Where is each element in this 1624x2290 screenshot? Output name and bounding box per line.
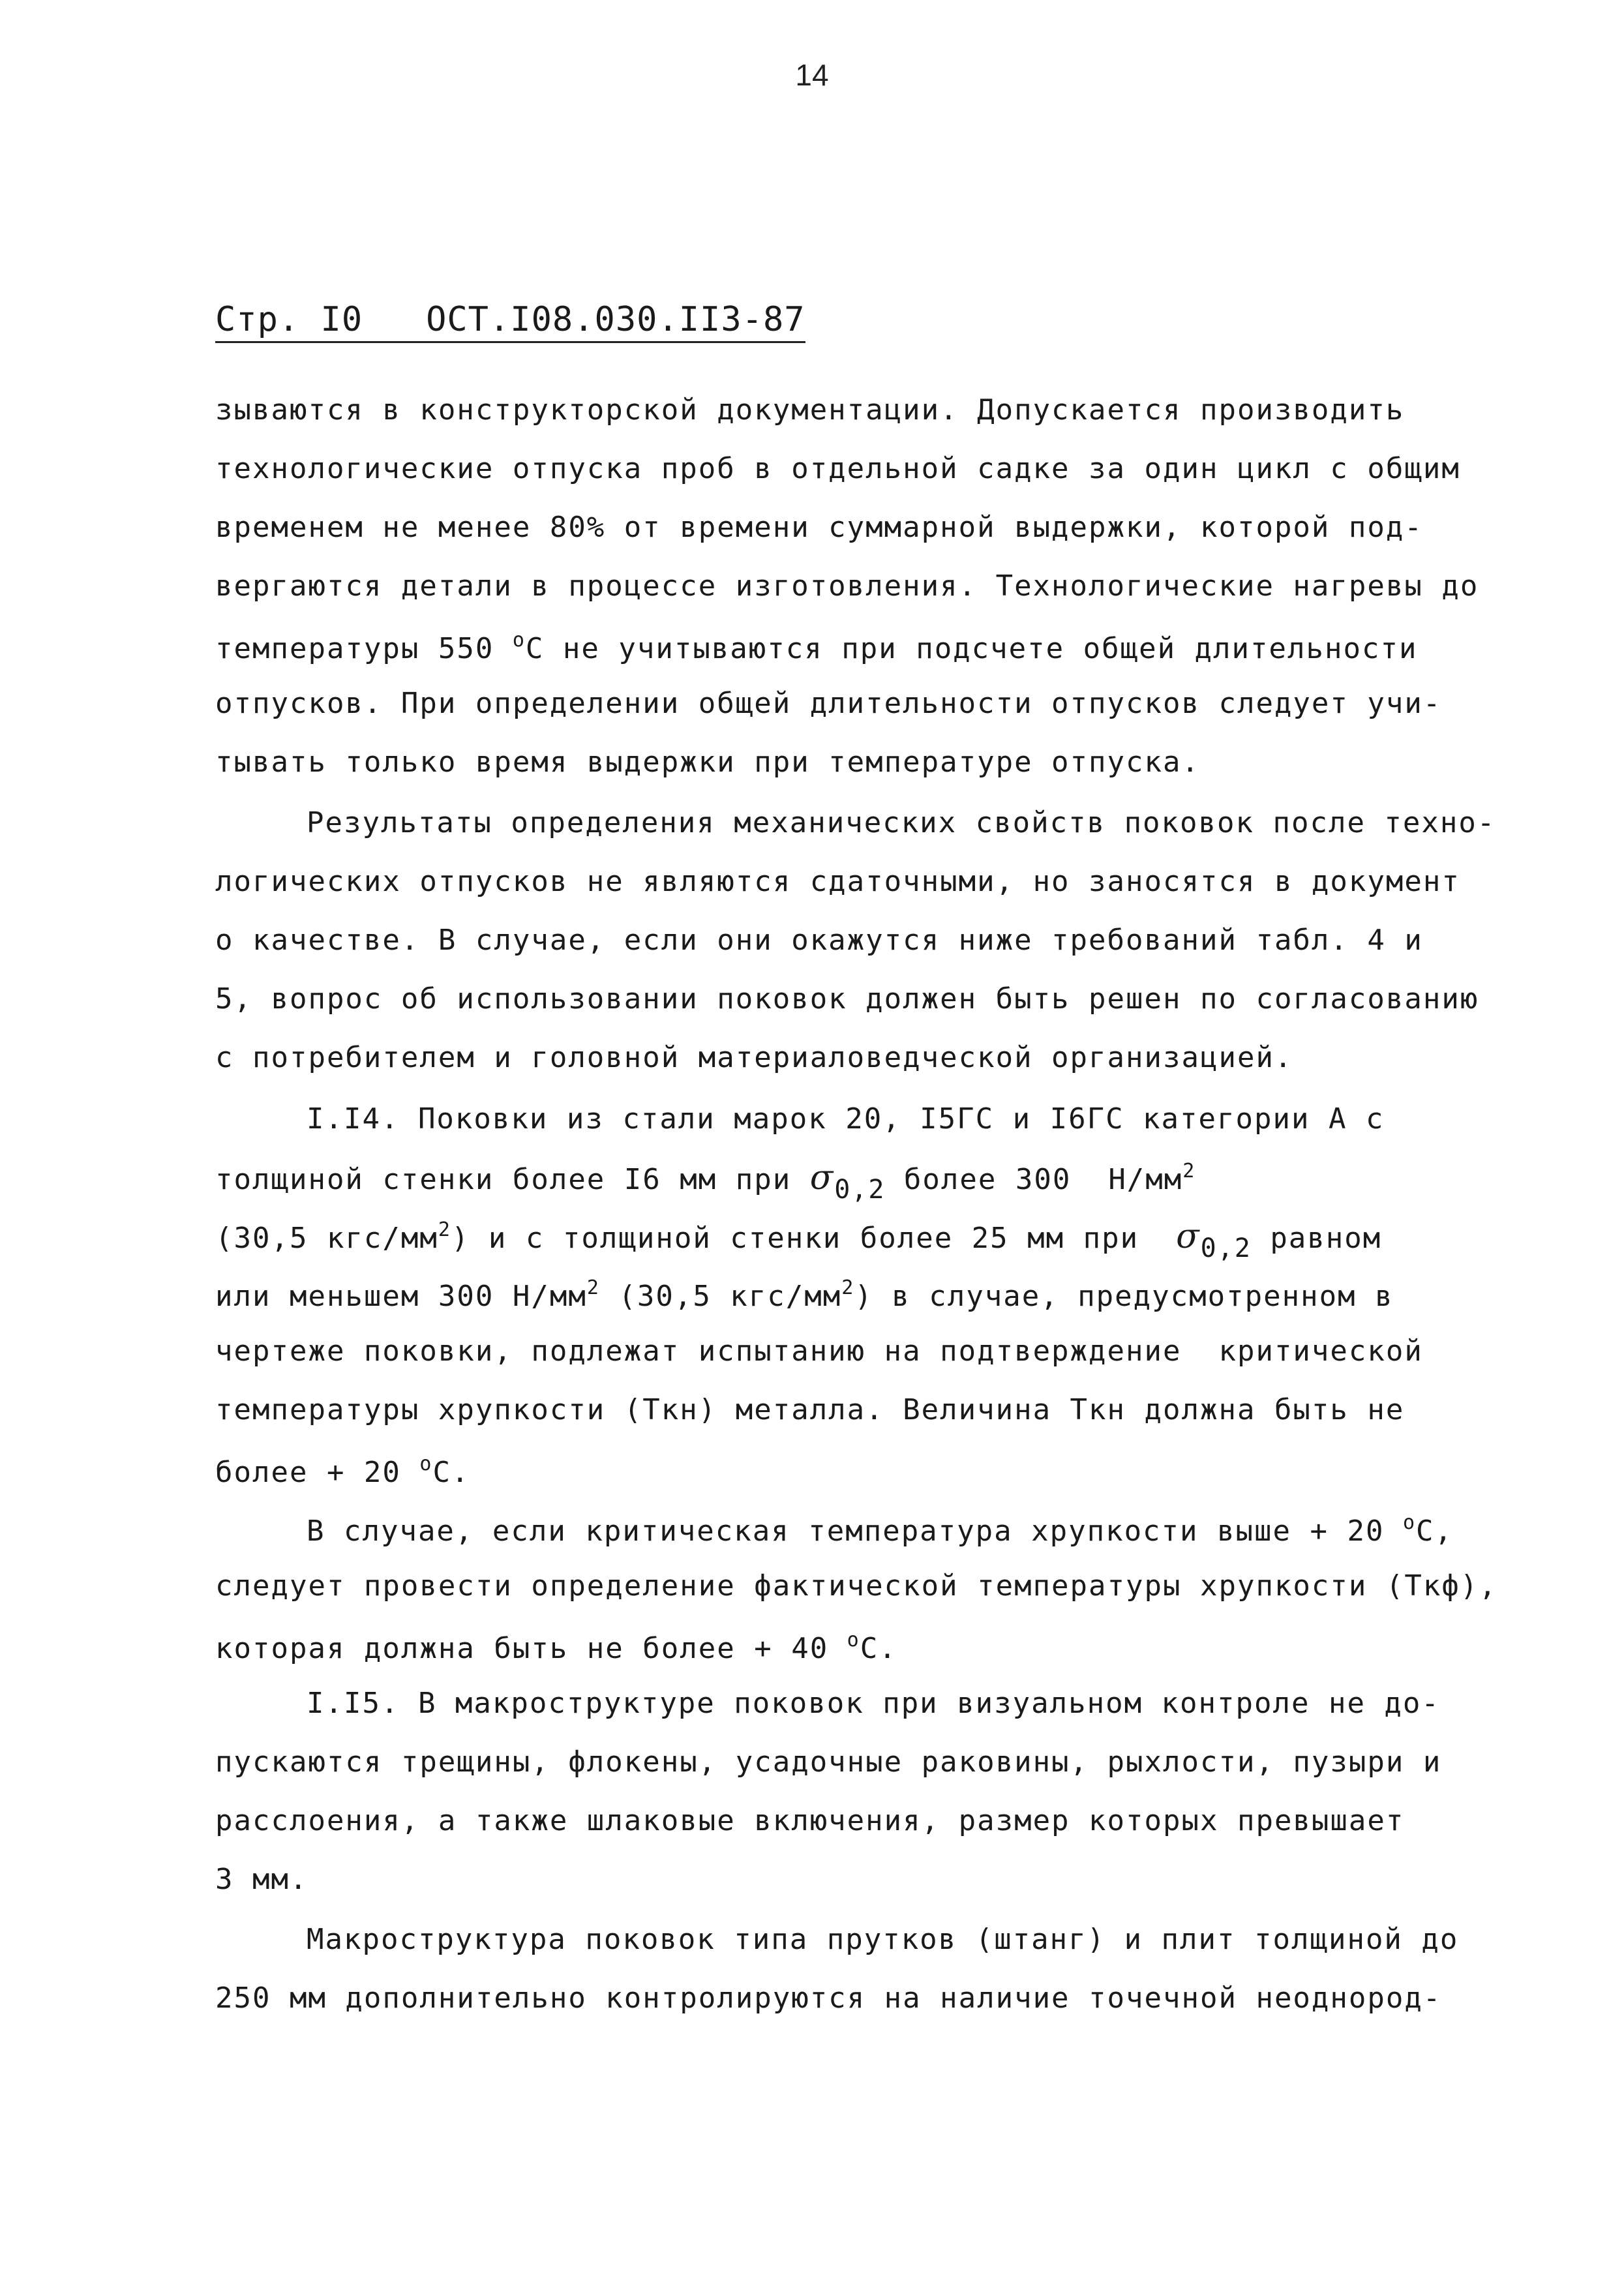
text-line-25: расслоения, а также шлаковые включения, размер которых превышает xyxy=(215,1804,1405,1837)
text-line-22-b: С. xyxy=(860,1632,897,1665)
text-line-1: зываются в конструкторской документации. Допускается производить xyxy=(215,393,1405,427)
text-line-19 xyxy=(215,1453,470,1488)
text-line-2: технологические отпуска проб в отдельной садке за один цикл с общим xyxy=(215,452,1460,485)
text-line-12: с потребителем и головной материаловедческой организацией. xyxy=(215,1041,1293,1074)
text-line-13: I.I4. Поковки из стали марок 20, I5ГС и I6ГС категории А с xyxy=(307,1102,1385,1136)
text-line-14-a: толщиной стенки более I6 мм при xyxy=(215,1163,810,1196)
superscript-2: 2 xyxy=(841,1276,855,1299)
text-line-23: I.I5. В макроструктуре поковок при визуальном контроле не до- xyxy=(307,1687,1440,1720)
text-line-14-b: более 300 Н/мм xyxy=(885,1163,1183,1196)
text-line-24: пускаются трещины, флокены, усадочные раковины, рыхлости, пузыри и xyxy=(215,1745,1442,1779)
text-line-18: температуры хрупкости (Ткн) металла. Величина Ткн должна быть не xyxy=(215,1393,1405,1426)
text-line-26: 3 мм. xyxy=(215,1863,308,1896)
text-line-15-b: ) и с толщиной стенки более 25 мм при xyxy=(451,1222,1177,1255)
degree-mark: о xyxy=(847,1629,860,1651)
text-line-16 xyxy=(215,1277,1394,1312)
sigma-subscript: 0,2 xyxy=(834,1175,886,1205)
text-line-15 xyxy=(215,1218,1381,1263)
sigma-symbol: σ xyxy=(809,1158,835,1198)
document-header: Стр. I0 ОСТ.I08.030.II3-87 xyxy=(215,301,805,343)
text-line-7: тывать только время выдержки при температуре отпуска. xyxy=(215,746,1200,779)
superscript-2: 2 xyxy=(586,1276,600,1299)
text-line-16-b: (30,5 кгс/мм xyxy=(599,1280,842,1313)
degree-mark: о xyxy=(512,629,526,652)
text-line-5-b: С не учитываются при подсчете общей длительности xyxy=(525,632,1418,665)
sigma-subscript: 0,2 xyxy=(1200,1233,1252,1263)
text-line-20-b: С, xyxy=(1416,1514,1453,1548)
text-line-19-a: более + 20 xyxy=(215,1456,420,1489)
text-line-22 xyxy=(215,1629,897,1665)
text-line-3: временем не менее 80% от времени суммарной выдержки, которой под- xyxy=(215,511,1423,544)
text-line-15-c: равном xyxy=(1251,1222,1382,1255)
text-line-27: Макроструктура поковок типа прутков (штанг) и плит толщиной до xyxy=(307,1923,1459,1956)
text-line-9: логических отпусков не являются сдаточными, но заносятся в документ xyxy=(215,865,1460,898)
page-number: 14 xyxy=(795,58,829,92)
degree-mark: о xyxy=(419,1453,433,1475)
text-line-21: следует провести определение фактической температуры хрупкости (Ткф), xyxy=(215,1569,1497,1603)
superscript-2: 2 xyxy=(1182,1160,1196,1183)
text-line-20-a: В случае, если критическая температура хрупкости выше + 20 xyxy=(307,1514,1403,1548)
text-line-14 xyxy=(215,1160,1195,1204)
text-line-5-a: температуры 550 xyxy=(215,632,513,665)
text-line-6: отпусков. При определении общей длительности отпусков следует учи- xyxy=(215,687,1442,720)
text-line-10: о качестве. В случае, если они окажутся ниже требований табл. 4 и xyxy=(215,924,1423,957)
text-line-8: Результаты определения механических свойств поковок после техно- xyxy=(307,806,1496,839)
text-line-15-a: (30,5 кгс/мм xyxy=(215,1222,438,1255)
superscript-2: 2 xyxy=(438,1218,451,1241)
sigma-symbol: σ xyxy=(1176,1217,1201,1256)
text-line-22-a: которая должна быть не более + 40 xyxy=(215,1632,847,1665)
text-line-17: чертеже поковки, подлежат испытанию на подтверждение критической xyxy=(215,1334,1423,1368)
text-line-19-b: С. xyxy=(432,1456,470,1489)
text-line-28: 250 мм дополнительно контролируются на наличие точечной неоднород- xyxy=(215,1981,1442,2015)
text-line-20 xyxy=(307,1512,1453,1547)
text-line-16-c: ) в случае, предусмотренном в xyxy=(854,1280,1394,1313)
text-line-11: 5, вопрос об использовании поковок должен быть решен по согласованию xyxy=(215,982,1479,1016)
degree-mark: о xyxy=(1402,1511,1416,1534)
text-line-4: вергаются детали в процессе изготовления. Технологические нагревы до xyxy=(215,569,1479,603)
text-line-16-a: или меньшем 300 Н/мм xyxy=(215,1280,587,1313)
text-line-5 xyxy=(215,629,1417,665)
